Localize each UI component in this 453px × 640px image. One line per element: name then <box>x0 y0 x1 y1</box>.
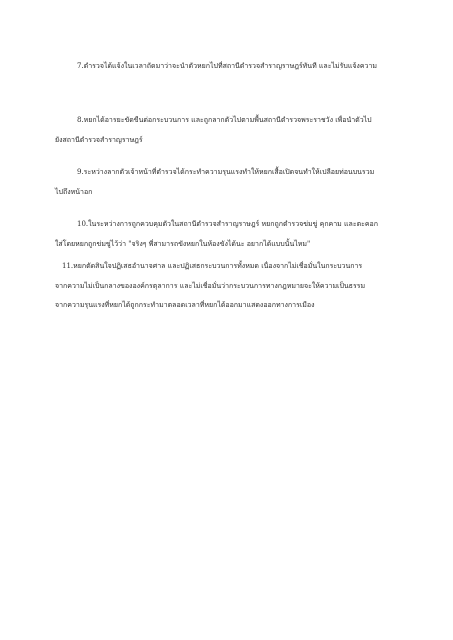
paragraph-7 <box>55 57 400 77</box>
paragraph-8 <box>55 111 400 150</box>
paragraph-line: ไปถึงหน้าอก <box>55 187 93 196</box>
paragraph-line: 8.หยกได้อารยะขัดขืนต่อกระบวนการ และถูกลากตัวไปตามพื้นสถานีตำรวจพระราชวัง เพื่อนำตัวไป <box>77 116 372 124</box>
paragraph-9 <box>55 163 400 202</box>
paragraph-line: จากความรุนแรงที่หยกได้ถูกกระทำมาตลอดเวลาที่หยกได้ออกมาแสดงออกทางการเมือง <box>55 301 315 309</box>
paragraph-line: 7.ตำรวจได้แจ้งในเวลาถัดมาว่าจะนำตัวหยกไปที่สถานีตำรวจสำราญราษฎร์ทันที และไม่รับแจ้งความ <box>77 62 378 70</box>
paragraph-11 <box>55 257 407 316</box>
paragraph-line: ใส่โดยหยกถูกข่มขู่ไว้ว่า "จริงๆ พี่สามารถขังหยกในห้องขังได้นะ อยากได้แบบนั้นไหม" <box>55 239 311 248</box>
paragraph-line: จากความไม่เป็นกลางขององค์กรตุลาการ และไม่เชื่อมั่นว่ากระบวนการทางกฎหมายจะให้ความเป็นธรรม <box>55 281 366 290</box>
paragraph-line: 9.ระหว่างลากตัวเจ้าหน้าที่ตำรวจได้กระทำความรุนแรงทำให้หยกเสื้อเปิดจนทำให้เปลือยท่อนบนรวม <box>77 168 375 176</box>
paragraph-line: 11.หยกตัดสินใจปฏิเสธอำนาจศาล และปฏิเสธกระบวนการทั้งหมด เนื่องจากไม่เชื่อมั่นในกระบวนการ <box>62 262 363 270</box>
paragraph-line: ยังสถานีตำรวจสำราญราษฎร์ <box>55 135 143 144</box>
paragraph-10 <box>55 215 400 254</box>
paragraph-line: 10.ในระหว่างการถูกควบคุมตัวในสถานีตำรวจสำราญราษฎร์ หยกถูกตำรวจข่มขู่ คุกคาม และตะคอก <box>77 220 379 228</box>
